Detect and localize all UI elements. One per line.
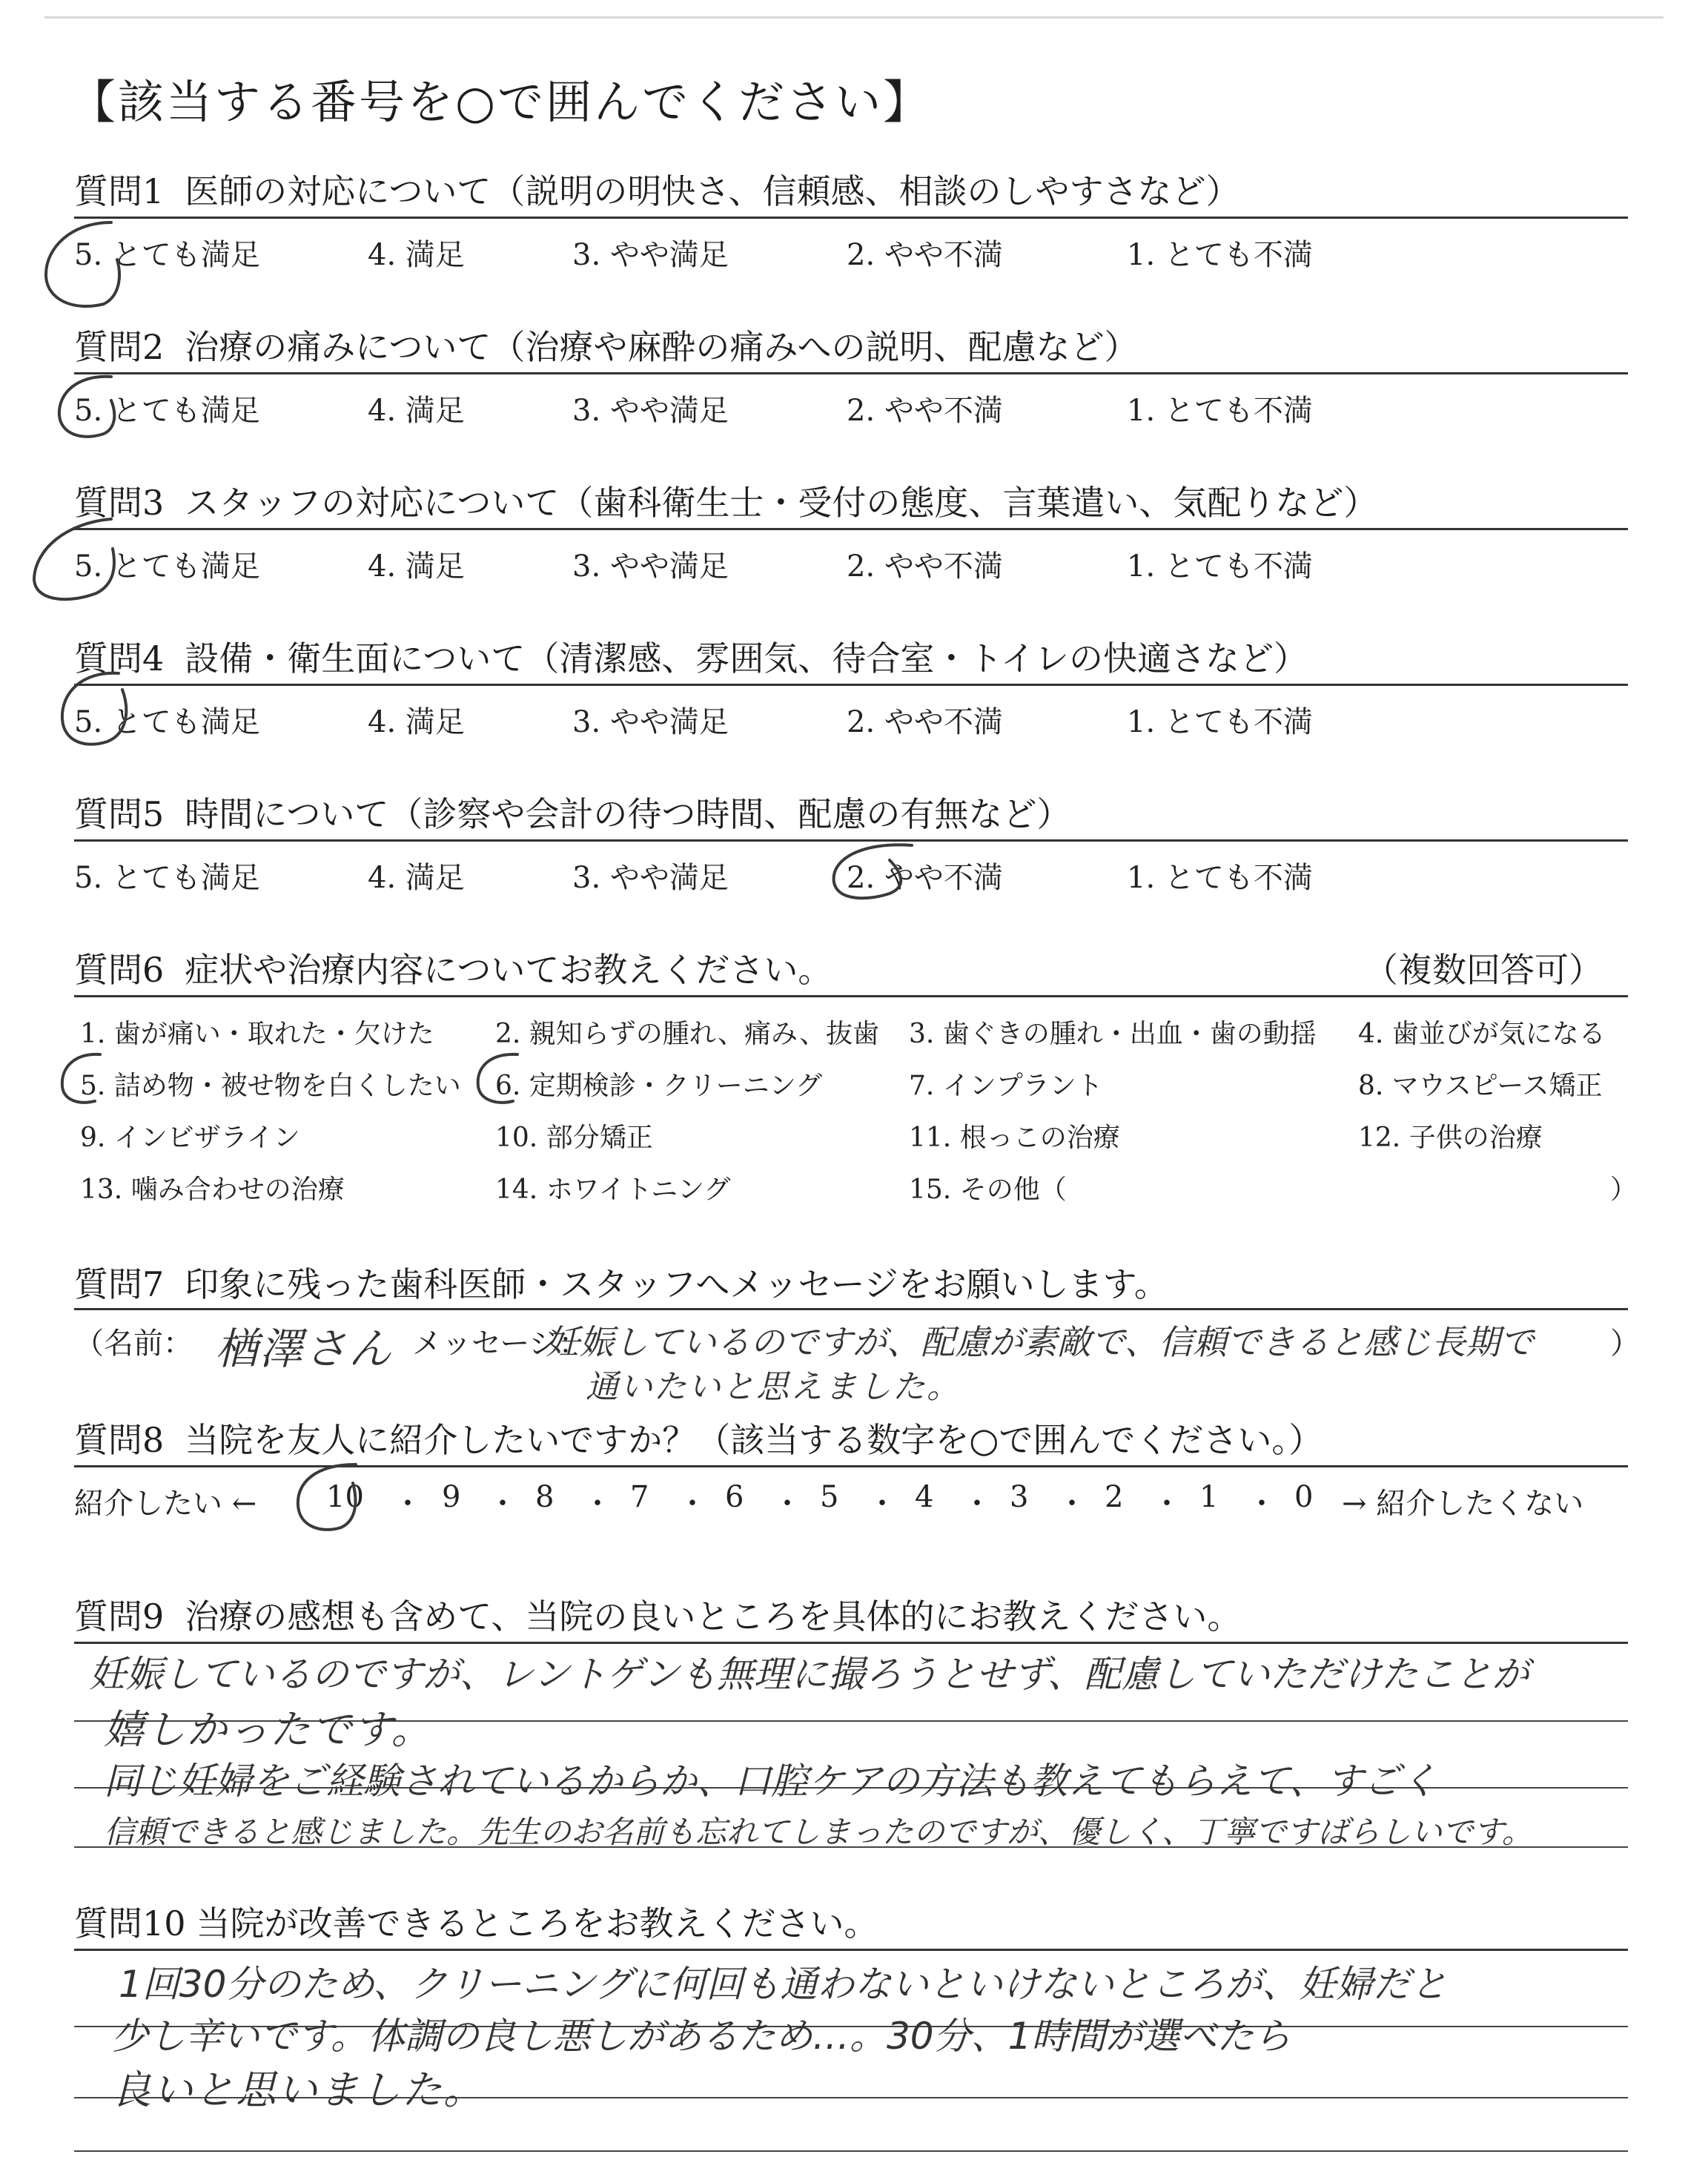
scale-dot: ・ <box>393 1487 423 1521</box>
question-7 <box>74 1258 1168 1307</box>
scale-value[interactable]: 1 <box>1199 1480 1219 1514</box>
scale-dot: ・ <box>772 1487 802 1521</box>
question-8 <box>74 1413 1323 1462</box>
option-5[interactable]: 5. とても満足 <box>74 861 260 895</box>
scale-value[interactable]: 7 <box>630 1480 649 1514</box>
scale-dot: ・ <box>583 1487 612 1521</box>
option-3[interactable]: 3. やや満足 <box>572 394 729 428</box>
option-1[interactable]: 1. とても不満 <box>1127 705 1313 739</box>
question-number: 質問8 <box>74 1420 165 1460</box>
question-9 <box>74 1590 1241 1639</box>
divider <box>74 1949 1628 1951</box>
message-close-paren: ） <box>1610 1327 1640 1361</box>
scale-value[interactable]: 10 <box>326 1480 364 1514</box>
answer-text-line: 嬉しかったです。 <box>104 1706 433 1753</box>
question-number: 質問2 <box>74 327 165 367</box>
symptom-option[interactable]: 14. ホワイトニング <box>495 1175 731 1205</box>
question-5 <box>74 787 1070 836</box>
answer-text-line: 妊娠しているのですが、レントゲンも無理に撮ろうとせず、配慮していただけたことが <box>89 1653 1529 1696</box>
top-border <box>44 16 1664 19</box>
symptom-option[interactable]: 5. 詰め物・被せ物を白くしたい <box>80 1071 461 1101</box>
scale-right-label: → 紹介したくない <box>1342 1487 1584 1521</box>
page-heading: 【該当する番号を○で囲んでください】 <box>70 75 932 129</box>
symptom-option[interactable]: 10. 部分矯正 <box>495 1123 653 1153</box>
symptom-option[interactable]: 6. 定期検診・クリーニング <box>495 1071 823 1101</box>
divider <box>74 217 1628 219</box>
question-4 <box>74 632 1308 681</box>
question-text: 印象に残った歯科医師・スタッフへメッセージをお願いします。 <box>185 1264 1168 1304</box>
question-1 <box>74 165 1240 214</box>
option-4[interactable]: 4. 満足 <box>368 238 465 272</box>
message-line-2[interactable]: 通いたいと思えました。 <box>586 1368 961 1406</box>
question-number: 質問1 <box>74 171 165 211</box>
option-5[interactable]: 5. とても満足 <box>74 238 260 272</box>
scale-value[interactable]: 4 <box>915 1480 934 1514</box>
message-line-1[interactable]: 妊娠しているのですが、配慮が素敵で、信頼できると感じ長期で <box>546 1322 1535 1362</box>
symptom-option[interactable]: 7. インプラント <box>909 1071 1103 1101</box>
question-number: 質問7 <box>74 1264 165 1304</box>
question-text: 当院が改善できるところをお教えください。 <box>196 1903 878 1943</box>
answer-text-line: 1回30分のため、クリーニングに何回も通わないといけないところが、妊婦だと <box>119 1963 1448 2006</box>
scale-dot: ・ <box>1152 1487 1182 1521</box>
option-5[interactable]: 5. とても満足 <box>74 394 260 428</box>
answer-text-line: 良いと思いました。 <box>111 2067 485 2113</box>
divider <box>74 372 1628 374</box>
message-label: メッセージ： <box>412 1327 589 1361</box>
symptom-option[interactable]: 3. 歯ぐきの腫れ・出血・歯の動揺 <box>909 1019 1317 1049</box>
question-number: 質問5 <box>74 794 165 834</box>
question-number: 質問9 <box>74 1596 165 1636</box>
symptom-option[interactable]: 8. マウスピース矯正 <box>1358 1071 1603 1101</box>
option-5[interactable]: 5. とても満足 <box>74 549 260 584</box>
question-text: 時間について（診察や会計の待つ時間、配慮の有無など） <box>185 794 1071 834</box>
name-label: （名前： <box>74 1327 193 1361</box>
scale-dot: ・ <box>488 1487 517 1521</box>
scale-dot: ・ <box>1247 1487 1277 1521</box>
option-2[interactable]: 2. やや不満 <box>847 705 1003 739</box>
divider <box>74 839 1628 842</box>
name-value[interactable]: 楢澤さん <box>215 1324 394 1374</box>
divider <box>74 528 1628 530</box>
symptom-option[interactable]: 4. 歯並びが気になる <box>1358 1019 1606 1049</box>
symptom-option[interactable]: 9. インビザライン <box>80 1123 300 1153</box>
option-4[interactable]: 4. 満足 <box>368 394 465 428</box>
option-1[interactable]: 1. とても不満 <box>1127 861 1313 895</box>
question-6 <box>74 943 832 992</box>
question-text: スタッフの対応について（歯科衛生士・受付の態度、言葉遣い、気配りなど） <box>185 483 1378 523</box>
question-text: 症状や治療内容についてお教えください。 <box>185 950 833 990</box>
divider <box>74 995 1628 997</box>
option-1[interactable]: 1. とても不満 <box>1127 549 1313 584</box>
scale-value[interactable]: 5 <box>820 1480 839 1514</box>
scale-dot: ・ <box>678 1487 707 1521</box>
answer-text-line: 同じ妊婦をご経験されているからか、口腔ケアの方法も教えてもらえて、すごく <box>104 1760 1437 1803</box>
question-text: 設備・衛生面について（清潔感、雰囲気、待合室・トイレの快適さなど） <box>185 638 1308 678</box>
option-1[interactable]: 1. とても不満 <box>1127 238 1313 272</box>
scale-value[interactable]: 8 <box>535 1480 555 1514</box>
question-number: 質問4 <box>74 638 165 678</box>
other-close-paren: ） <box>1610 1175 1638 1205</box>
scale-left-label: 紹介したい ← <box>74 1487 257 1521</box>
symptom-option[interactable]: 15. その他（ <box>909 1175 1067 1205</box>
divider <box>74 1308 1628 1310</box>
option-2[interactable]: 2. やや不満 <box>847 394 1003 428</box>
scale-value[interactable]: 0 <box>1294 1480 1314 1514</box>
option-3[interactable]: 3. やや満足 <box>572 705 729 739</box>
scale-dot: ・ <box>962 1487 992 1521</box>
option-4[interactable]: 4. 満足 <box>368 549 465 584</box>
question-text: 当院を友人に紹介したいですか？（該当する数字を○で囲んでください。） <box>185 1420 1323 1460</box>
scale-value[interactable]: 2 <box>1105 1480 1124 1514</box>
scale-value[interactable]: 9 <box>442 1480 461 1514</box>
option-4[interactable]: 4. 満足 <box>368 861 465 895</box>
divider <box>74 1642 1628 1644</box>
scale-dot: ・ <box>1057 1487 1087 1521</box>
symptom-option[interactable]: 2. 親知らずの腫れ、痛み、抜歯 <box>495 1019 880 1049</box>
option-3[interactable]: 3. やや満足 <box>572 549 729 584</box>
question-text: 治療の痛みについて（治療や麻酔の痛みへの説明、配慮など） <box>185 327 1139 367</box>
multiple-answer-note: （複数回答可） <box>1364 950 1603 990</box>
symptom-option[interactable]: 13. 噛み合わせの治療 <box>80 1175 345 1205</box>
divider <box>74 684 1628 686</box>
question-text: 治療の感想も含めて、当院の良いところを具体的にお教えください。 <box>185 1596 1242 1636</box>
question-number: 質問3 <box>74 483 165 523</box>
question-number: 質問10 <box>74 1903 186 1943</box>
answer-text-line: 少し辛いです。体調の良し悪しがあるため…。30分、1時間が選べたら <box>111 2015 1291 2058</box>
question-2 <box>74 320 1138 369</box>
option-3[interactable]: 3. やや満足 <box>572 238 729 272</box>
question-number: 質問6 <box>74 950 165 990</box>
question-3 <box>74 476 1377 525</box>
symptom-option[interactable]: 1. 歯が痛い・取れた・欠けた <box>80 1019 434 1049</box>
option-1[interactable]: 1. とても不満 <box>1127 394 1313 428</box>
option-2[interactable]: 2. やや不満 <box>847 238 1003 272</box>
symptom-option[interactable]: 12. 子供の治療 <box>1358 1123 1543 1153</box>
scale-value[interactable]: 3 <box>1010 1480 1029 1514</box>
option-2[interactable]: 2. やや不満 <box>847 549 1003 584</box>
option-2[interactable]: 2. やや不満 <box>847 861 1003 895</box>
divider <box>74 1465 1628 1467</box>
option-3[interactable]: 3. やや満足 <box>572 861 729 895</box>
scale-value[interactable]: 6 <box>725 1480 744 1514</box>
answer-text-line: 信頼できると感じました。先生のお名前も忘れてしまったのですが、優しく、丁寧ですばらしいです。 <box>104 1814 1533 1850</box>
question-text: 医師の対応について（説明の明快さ、信頼感、相談のしやすさなど） <box>185 171 1240 211</box>
option-4[interactable]: 4. 満足 <box>368 705 465 739</box>
option-5[interactable]: 5. とても満足 <box>74 705 260 739</box>
symptom-option[interactable]: 11. 根っこの治療 <box>909 1123 1120 1153</box>
answer-line <box>74 2150 1628 2152</box>
question-10 <box>74 1897 878 1946</box>
scale-dot: ・ <box>867 1487 897 1521</box>
